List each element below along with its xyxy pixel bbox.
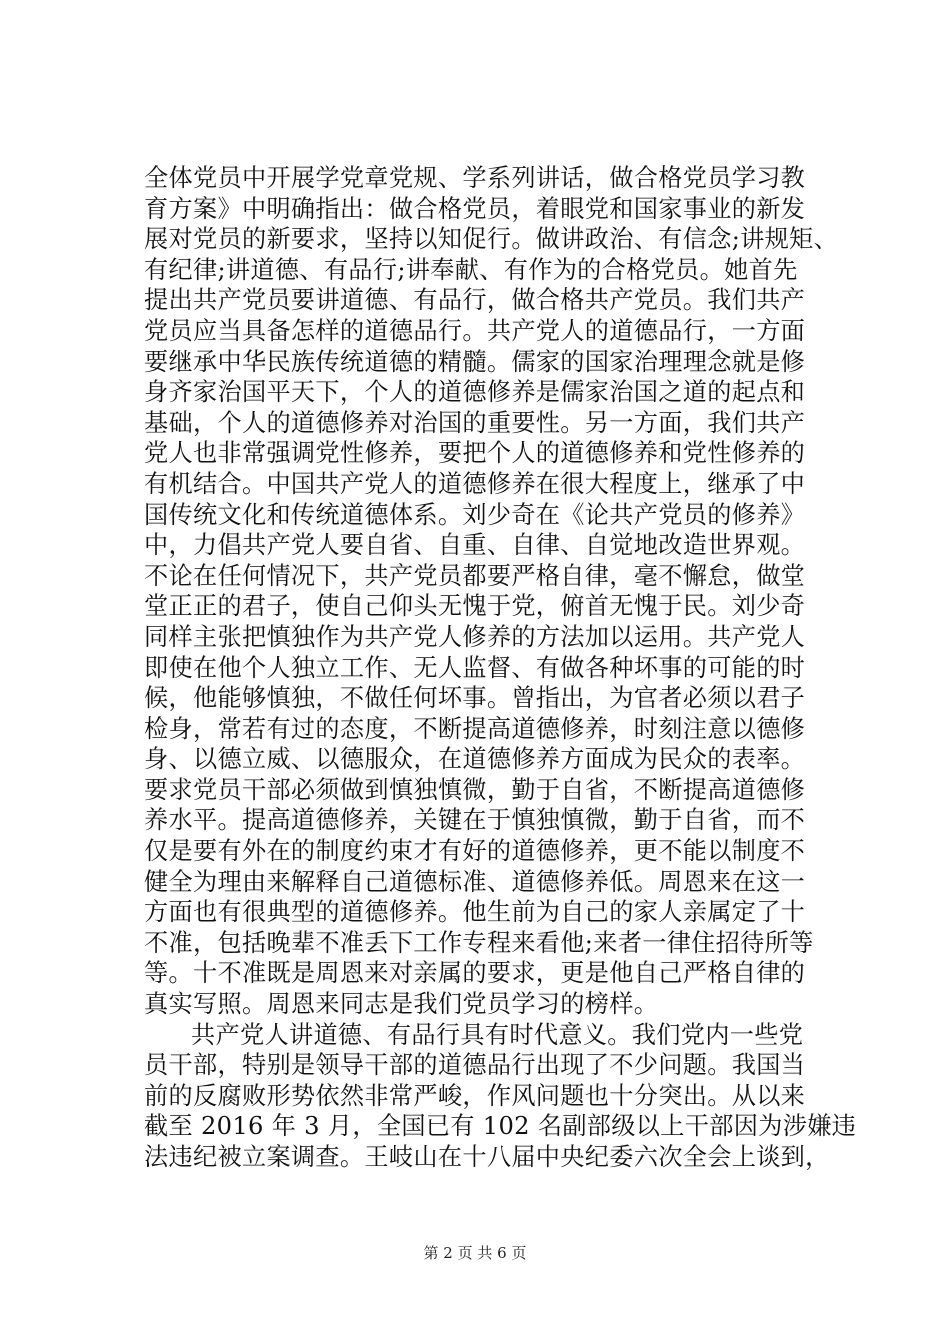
text-line: 堂正正的君子，使自己仰头无愧于党，俯首无愧于民。刘少奇	[144, 592, 806, 621]
text-line: 即使在他个人独立工作、无人监督、有做各种坏事的可能的时	[144, 653, 806, 682]
text-line: 育方案》中明确指出：做合格党员，着眼党和国家事业的新发	[144, 194, 806, 223]
text-line: 检身，常若有过的态度，不断提高道德修养，时刻注意以德修	[144, 714, 806, 743]
page-number-footer: 第 2 页 共 6 页	[423, 1244, 527, 1262]
text-line: 候，他能够慎独，不做任何坏事。曾指出，为官者必须以君子	[144, 684, 806, 713]
text-line: 真实写照。周恩来同志是我们党员学习的榜样。	[144, 990, 659, 1019]
text-line: 仅是要有外在的制度约束才有好的道德修养，更不能以制度不	[144, 837, 806, 866]
text-line: 有机结合。中国共产党人的道德修养在很大程度上，继承了中	[144, 469, 806, 498]
text-line: 截至 2016 年 3 月，全国已有 102 名副部级以上干部因为涉嫌违	[144, 1112, 857, 1141]
text-line: 全体党员中开展学党章党规、学系列讲话，做合格党员学习教	[144, 164, 806, 192]
text-line: 身齐家治国平天下，个人的道德修养是儒家治国之道的起点和	[144, 378, 806, 407]
text-line: 党人也非常强调党性修养，要把个人的道德修养和党性修养的	[144, 439, 806, 468]
text-line: 展对党员的新要求，坚持以知促行。做讲政治、有信念;讲规矩、	[144, 225, 839, 254]
text-line: 员干部，特别是领导干部的道德品行出现了不少问题。我国当	[144, 1051, 806, 1080]
text-line: 要求党员干部必须做到慎独慎微，勤于自省，不断提高道德修	[144, 775, 806, 804]
text-line: 养水平。提高道德修养，关键在于慎独慎微，勤于自省，而不	[144, 806, 806, 835]
text-line: 等。十不准既是周恩来对亲属的要求，更是他自己严格自律的	[144, 959, 806, 988]
text-line: 党员应当具备怎样的道德品行。共产党人的道德品行，一方面	[144, 316, 806, 345]
text-line: 提出共产党员要讲道德、有品行，做合格共产党员。我们共产	[144, 286, 806, 315]
text-line: 不准，包括晚辈不准丢下工作专程来看他;来者一律住招待所等	[144, 928, 814, 957]
text-line: 同样主张把慎独作为共产党人修养的方法加以运用。共产党人	[144, 622, 806, 651]
text-line: 方面也有很典型的道德修养。他生前为自己的家人亲属定了十	[144, 898, 806, 927]
text-line: 法违纪被立案调查。王岐山在十八届中央纪委六次全会上谈到，	[144, 1143, 830, 1171]
text-line: 中，力倡共产党人要自省、自重、自律、自觉地改造世界观。	[144, 531, 806, 560]
text-line: 国传统文化和传统道德体系。刘少奇在《论共产党员的修养》	[144, 500, 806, 529]
text-line: 有纪律;讲道德、有品行;讲奉献、有作为的合格党员。她首先	[144, 255, 798, 284]
text-line: 要继承中华民族传统道德的精髓。儒家的国家治理理念就是修	[144, 347, 806, 376]
paragraph-first-line: 共产党人讲道德、有品行具有时代意义。我们党内一些党	[191, 1020, 804, 1049]
text-line: 不论在任何情况下，共产党员都要严格自律，毫不懈怠，做堂	[144, 561, 806, 590]
body-text	[144, 163, 857, 1173]
text-line: 身、以德立威、以德服众，在道德修养方面成为民众的表率。	[144, 745, 806, 774]
text-line: 基础，个人的道德修养对治国的重要性。另一方面，我们共产	[144, 408, 806, 437]
text-line: 健全为理由来解释自己道德标准、道德修养低。周恩来在这一	[144, 867, 806, 896]
text-line: 前的反腐败形势依然非常严峻，作风问题也十分突出。从以来	[144, 1081, 806, 1110]
